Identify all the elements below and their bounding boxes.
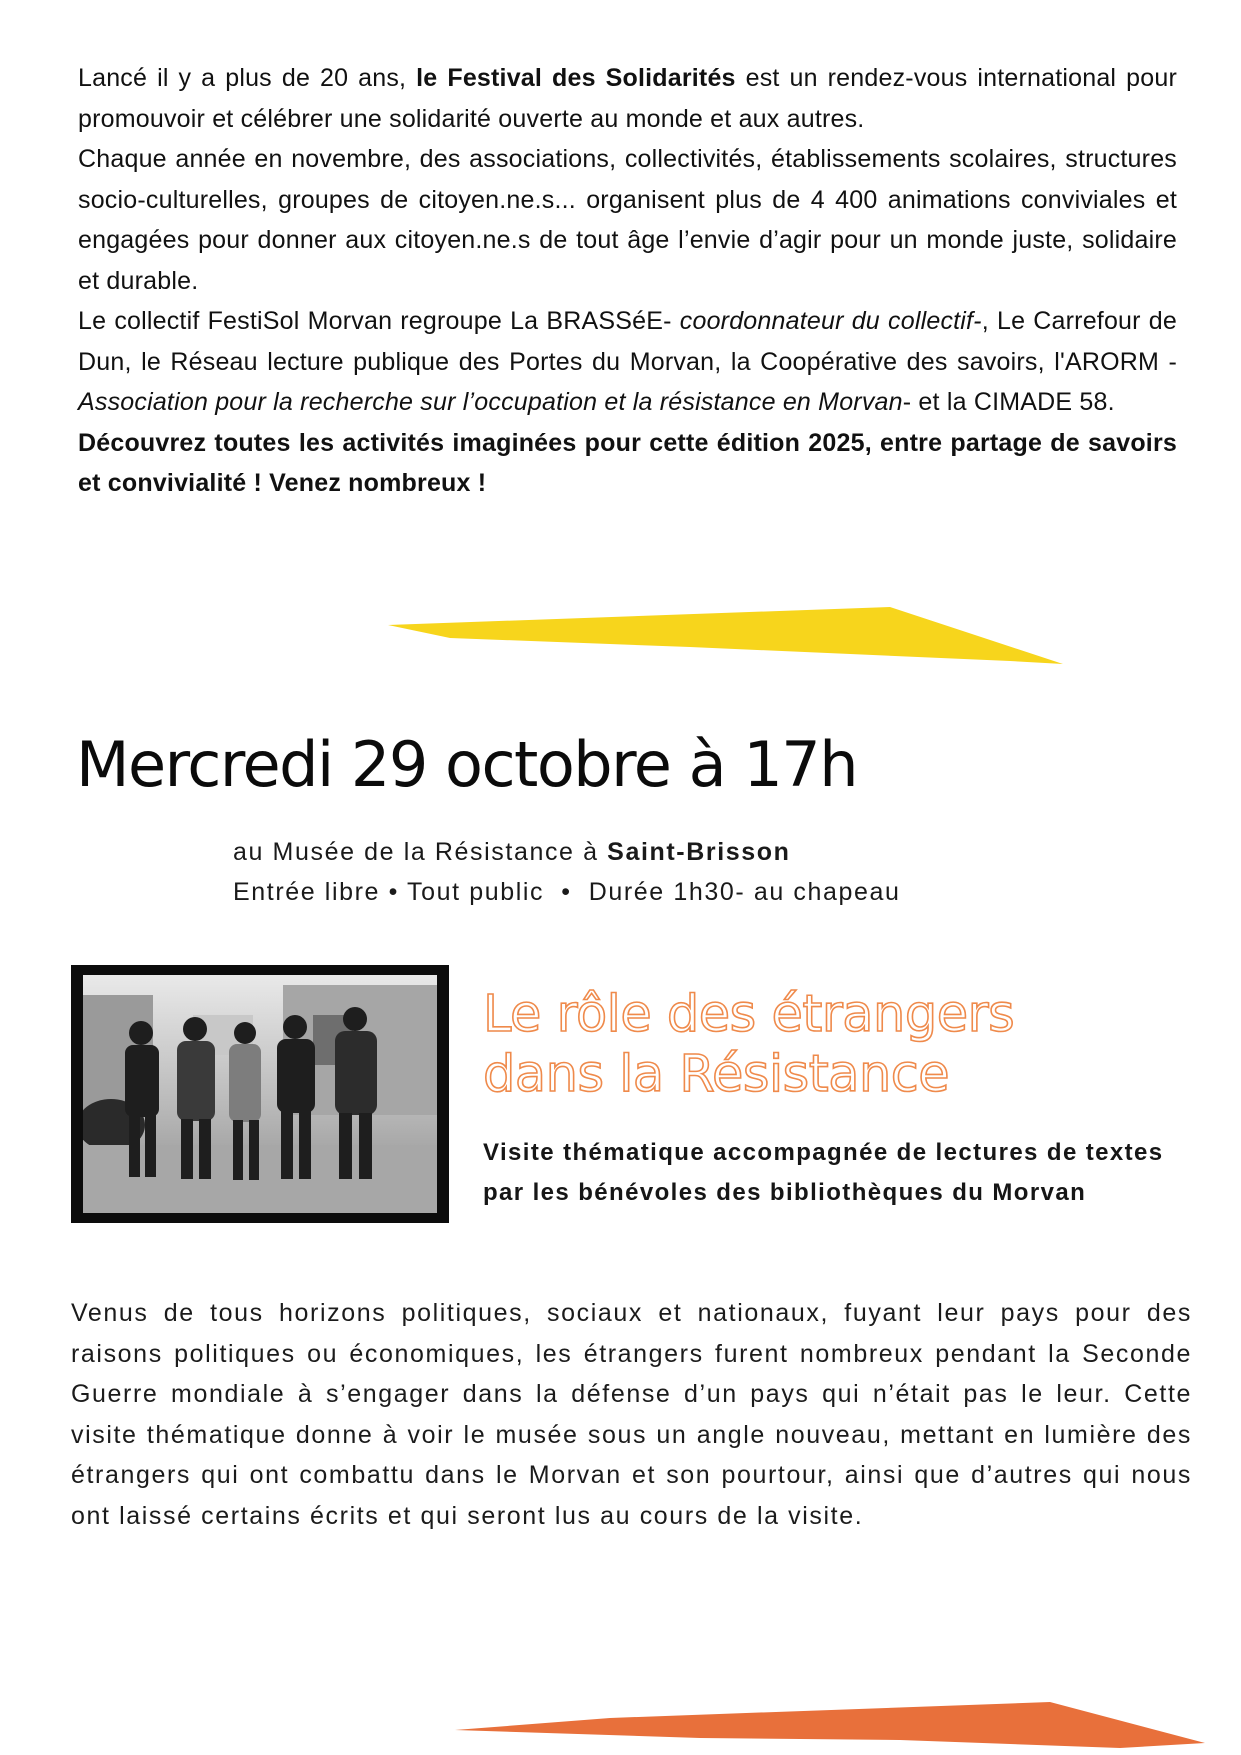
event-title	[483, 985, 1014, 1105]
resistance-fighters-photo	[83, 975, 437, 1213]
event-practical-info: Entrée libre • Tout public • Durée 1h30- au chapeau	[233, 878, 901, 906]
orange-brush-stroke	[0, 1640, 1241, 1755]
call-to-action: Découvrez toutes les activités imaginées pour cette édition 2025, entre partage de savoirs et convivialité ! Venez nombreux !	[78, 428, 1177, 497]
venue-line	[233, 832, 901, 872]
intro-paragraph-1	[78, 58, 1177, 139]
intro-p1-end: est un rendez-vous international pour promouvoir et célébrer une solidarité ouverte au monde et aux autres.	[78, 64, 1177, 133]
event-date-heading: Mercredi 29 octobre à 17h	[76, 728, 858, 801]
event-subtitle: Visite thématique accompagnée de lectures de textes par les bénévoles des bibliothèques du Morvan	[483, 1139, 1164, 1206]
venue-place: Saint-Brisson	[607, 838, 791, 866]
intro-paragraph-2: Chaque année en novembre, des associations, collectivités, établissements scolaires, structures socio-culturelles, groupes de citoyen.ne.s... organisent plus de 4 400 animations conviviales et engagées pour donner aux citoyen.ne.s de tout âge l’envie d’agir pour un monde juste, solidaire et durable.	[78, 145, 1177, 295]
collective-intro: Le collectif FestiSol Morvan regroupe La BRASSéE-	[78, 307, 680, 335]
festival-name: le Festival des Solidarités	[416, 64, 736, 92]
arorm-full-name: Association pour la recherche sur l’occupation et la résistance en Morvan	[78, 388, 903, 416]
collective-members: , Le Carrefour de Dun, le Réseau lecture publique des Portes du Morvan, la Coopérative des savoirs, l'ARORM -	[78, 307, 1178, 376]
collective-members-end: - et la CIMADE 58.	[902, 388, 1115, 416]
historical-photo	[71, 965, 449, 1223]
event-title-line-1: Le rôle des étrangers	[483, 985, 1015, 1044]
collective-role-note: coordonnateur du collectif-	[679, 307, 982, 335]
intro-text	[78, 58, 1177, 504]
event-title-line-2: dans la Résistance	[483, 1045, 950, 1104]
event-description: Venus de tous horizons politiques, sociaux et nationaux, fuyant leur pays pour des raisons politiques ou économiques, les étrangers furent nombreux pendant la Seconde Guerre mondiale à s’engager dans la défense d’un pays qui n’était pas le leur. Cette visite thématique donne à voir le musée sous un angle nouveau, mettant en lumière des étrangers qui ont combattu dans le Morvan et son pourtour, ainsi que d’autres qui nous ont laissé certains écrits et qui seront lus au cours de la visite.	[71, 1299, 1192, 1530]
event-venue-info	[233, 832, 901, 912]
venue-prefix: au Musée de la Résistance à	[233, 838, 608, 866]
intro-p1-start: Lancé il y a plus de 20 ans,	[78, 64, 417, 92]
intro-paragraph-3	[78, 301, 1177, 423]
